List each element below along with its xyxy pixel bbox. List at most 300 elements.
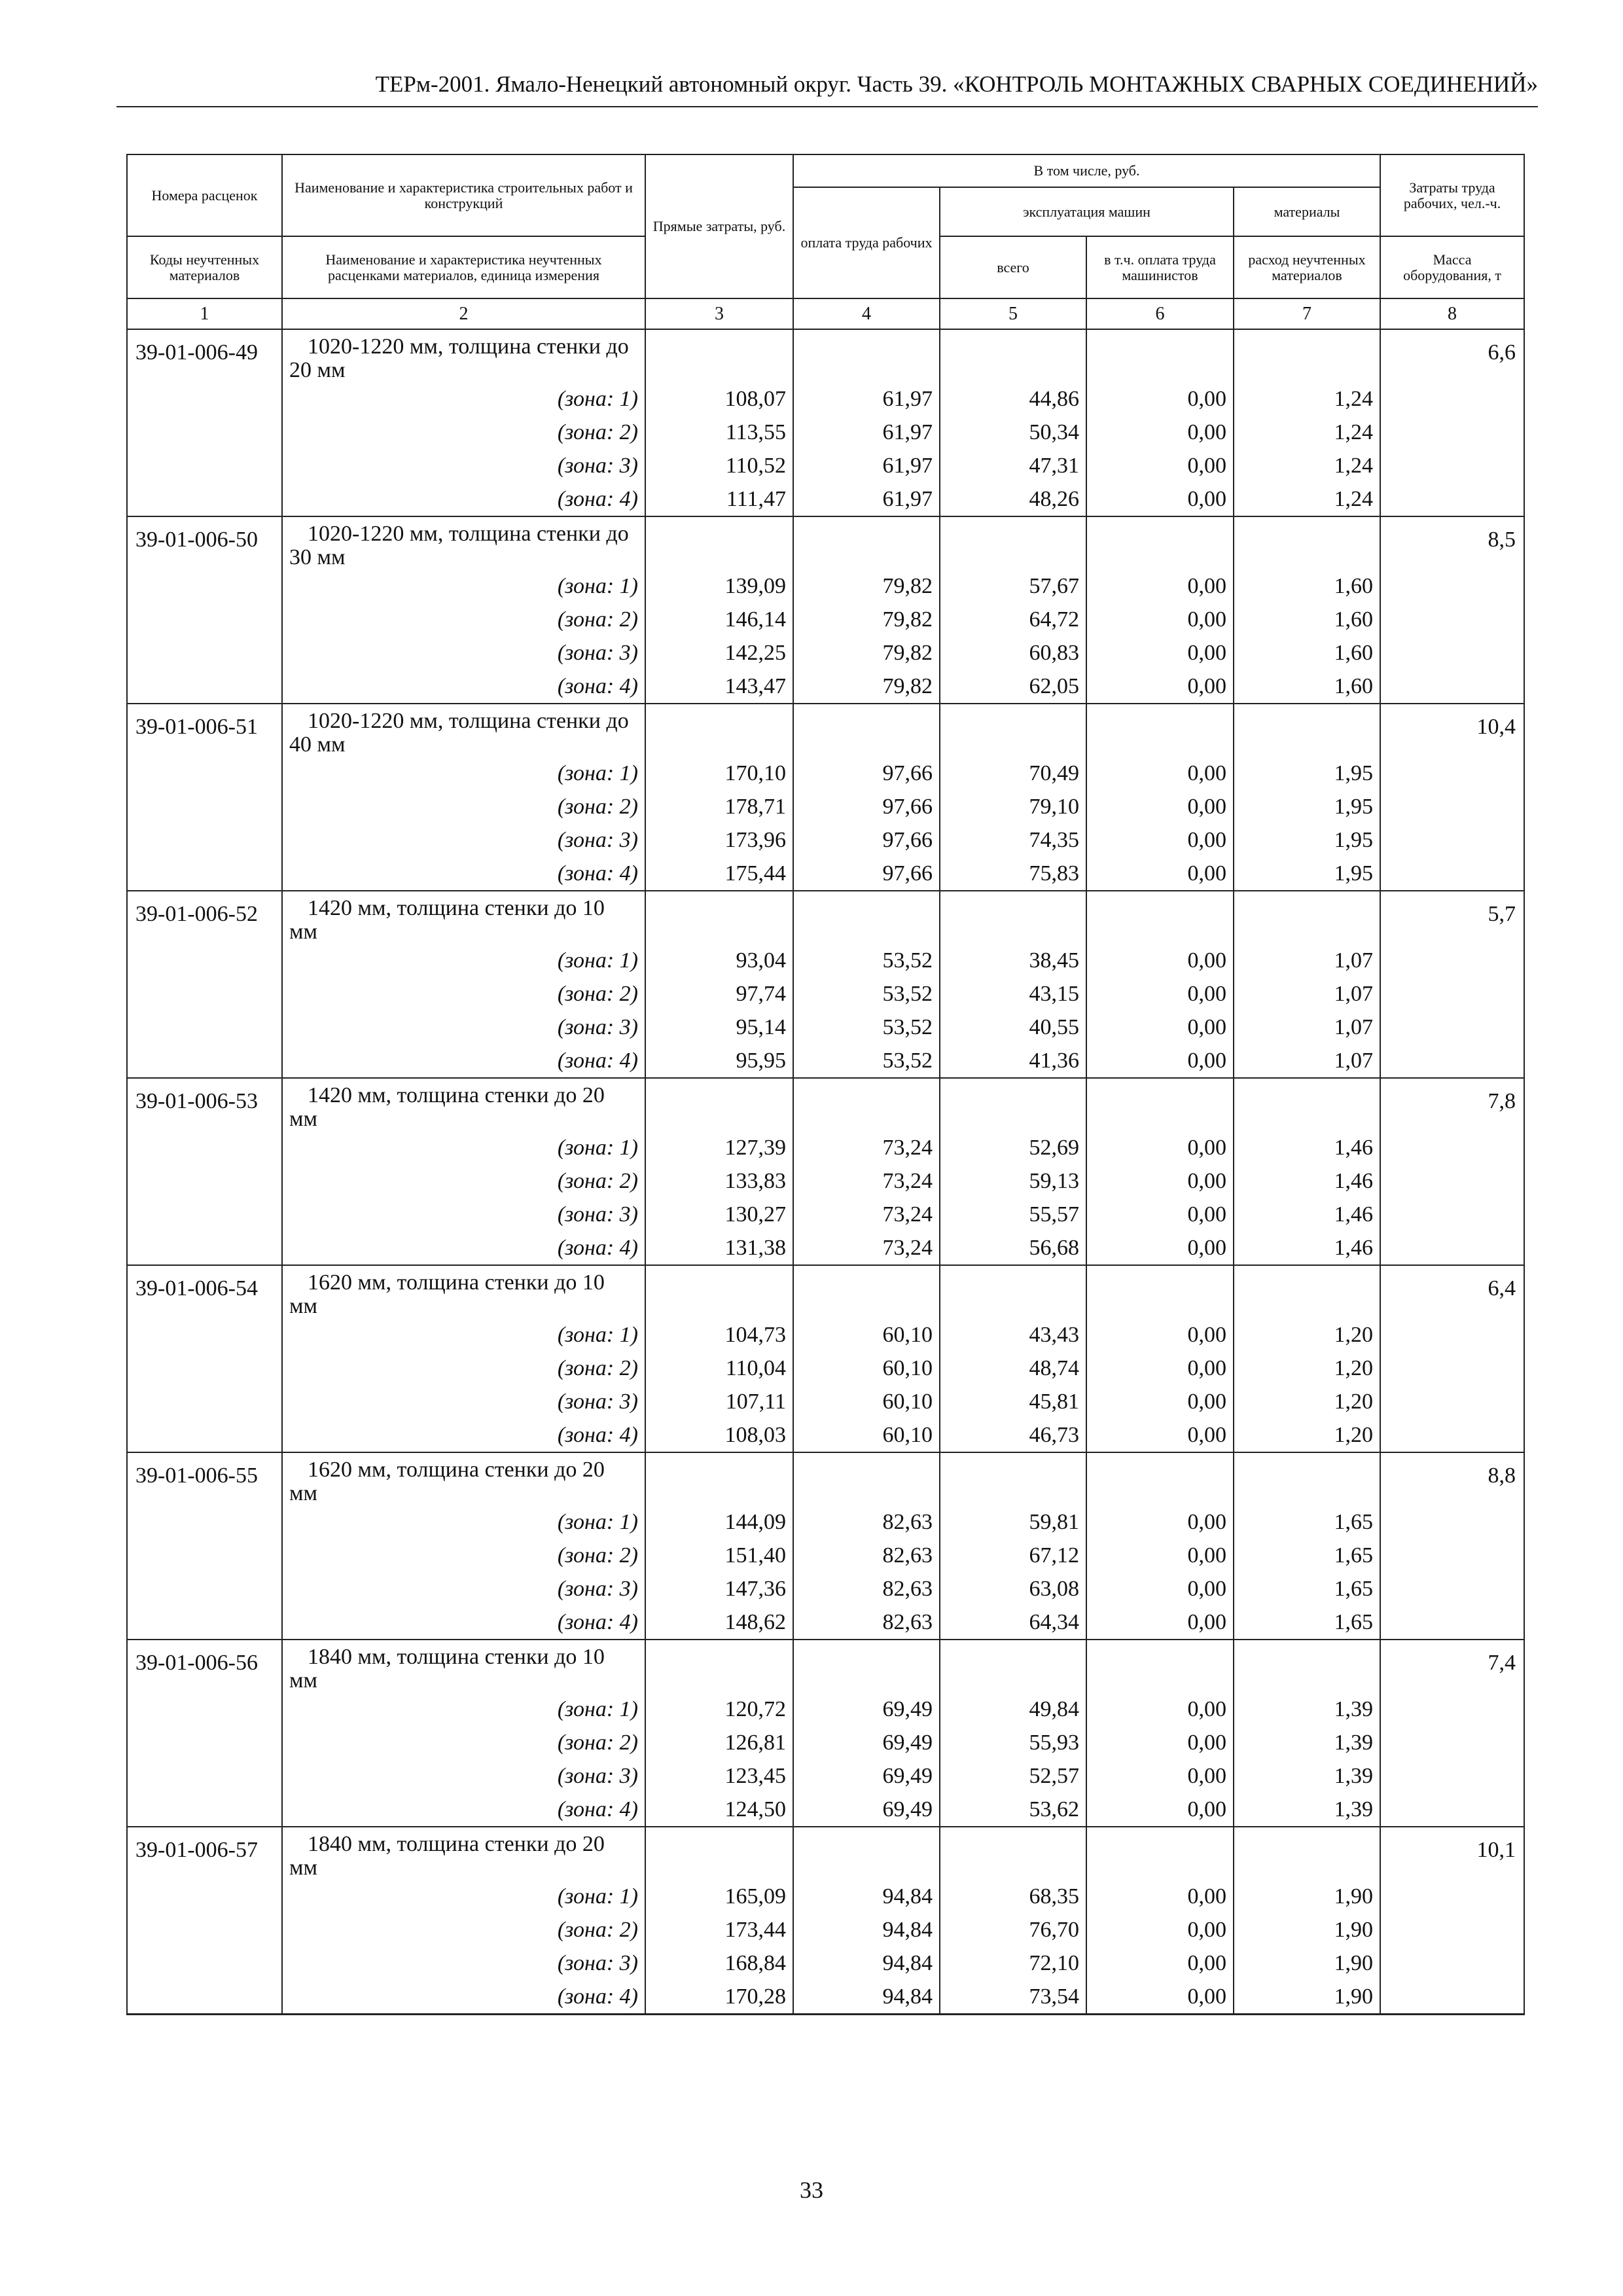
direct-cost: 170,10 — [645, 757, 793, 790]
empty-cell — [1380, 823, 1524, 857]
empty-cell — [1234, 1265, 1380, 1318]
zone-label: (зона: 3) — [282, 1385, 645, 1418]
machines-cost: 53,62 — [940, 1793, 1086, 1827]
direct-cost: 95,95 — [645, 1044, 793, 1078]
machines-cost: 48,26 — [940, 482, 1086, 516]
direct-cost: 178,71 — [645, 790, 793, 823]
empty-cell — [1234, 1640, 1380, 1693]
machinist-wage: 0,00 — [1086, 823, 1234, 857]
empty-cell — [1086, 1640, 1234, 1693]
col-header-including: В том числе, руб. — [793, 154, 1380, 187]
column-number: 5 — [940, 298, 1086, 329]
machines-cost: 76,70 — [940, 1913, 1086, 1946]
materials-cost: 1,90 — [1234, 1880, 1380, 1913]
machines-cost: 75,83 — [940, 857, 1086, 891]
direct-cost: 130,27 — [645, 1198, 793, 1231]
empty-cell — [645, 516, 793, 569]
zone-row — [127, 603, 1524, 636]
wage-cost: 79,82 — [793, 636, 940, 670]
labor-cost: 10,4 — [1380, 704, 1524, 757]
materials-cost: 1,46 — [1234, 1231, 1380, 1265]
zone-row — [127, 1198, 1524, 1231]
empty-cell — [1380, 790, 1524, 823]
wage-cost: 61,97 — [793, 416, 940, 449]
machines-cost: 64,72 — [940, 603, 1086, 636]
machines-cost: 64,34 — [940, 1605, 1086, 1640]
rate-code: 39-01-006-56 — [127, 1640, 282, 1693]
empty-cell — [127, 636, 282, 670]
machinist-wage: 0,00 — [1086, 1980, 1234, 2015]
zone-label: (зона: 4) — [282, 1231, 645, 1265]
rate-row — [127, 1265, 1524, 1318]
column-number: 4 — [793, 298, 940, 329]
materials-cost: 1,20 — [1234, 1385, 1380, 1418]
empty-cell — [793, 1827, 940, 1880]
machinist-wage: 0,00 — [1086, 1539, 1234, 1572]
col-header-rate-number: Номера расценок — [127, 154, 282, 236]
zone-label: (зона: 2) — [282, 790, 645, 823]
empty-cell — [645, 704, 793, 757]
empty-cell — [1380, 1693, 1524, 1726]
work-name: 1020-1220 мм, толщина стенки до 40 мм — [282, 704, 645, 757]
empty-cell — [940, 891, 1086, 944]
direct-cost: 108,07 — [645, 382, 793, 416]
zone-label: (зона: 3) — [282, 449, 645, 482]
empty-cell — [127, 1693, 282, 1726]
machinist-wage: 0,00 — [1086, 1726, 1234, 1759]
empty-cell — [127, 1011, 282, 1044]
machines-cost: 55,57 — [940, 1198, 1086, 1231]
zone-label: (зона: 2) — [282, 1164, 645, 1198]
direct-cost: 126,81 — [645, 1726, 793, 1759]
machines-cost: 43,43 — [940, 1318, 1086, 1352]
machinist-wage: 0,00 — [1086, 670, 1234, 704]
machines-cost: 63,08 — [940, 1572, 1086, 1605]
zone-row — [127, 670, 1524, 704]
labor-cost: 6,4 — [1380, 1265, 1524, 1318]
wage-cost: 53,52 — [793, 977, 940, 1011]
zone-row — [127, 636, 1524, 670]
machinist-wage: 0,00 — [1086, 857, 1234, 891]
empty-cell — [1380, 944, 1524, 977]
zone-row — [127, 1164, 1524, 1198]
col-header-materials: материалы — [1234, 187, 1380, 236]
empty-cell — [1380, 1759, 1524, 1793]
column-number-row — [127, 298, 1524, 329]
empty-cell — [127, 1605, 282, 1640]
empty-cell — [127, 1131, 282, 1164]
zone-label: (зона: 2) — [282, 1539, 645, 1572]
col-header-material-use: расход неучтенных материалов — [1234, 236, 1380, 298]
zone-label: (зона: 4) — [282, 1418, 645, 1452]
empty-cell — [1380, 449, 1524, 482]
empty-cell — [127, 1913, 282, 1946]
zone-label: (зона: 4) — [282, 1793, 645, 1827]
machines-cost: 62,05 — [940, 670, 1086, 704]
empty-cell — [1380, 1198, 1524, 1231]
empty-cell — [793, 516, 940, 569]
machines-cost: 41,36 — [940, 1044, 1086, 1078]
machinist-wage: 0,00 — [1086, 1880, 1234, 1913]
machinist-wage: 0,00 — [1086, 1011, 1234, 1044]
direct-cost: 97,74 — [645, 977, 793, 1011]
direct-cost: 142,25 — [645, 636, 793, 670]
zone-row — [127, 1572, 1524, 1605]
machinist-wage: 0,00 — [1086, 1385, 1234, 1418]
zone-label: (зона: 2) — [282, 603, 645, 636]
materials-cost: 1,65 — [1234, 1539, 1380, 1572]
zone-label: (зона: 2) — [282, 1913, 645, 1946]
wage-cost: 61,97 — [793, 382, 940, 416]
empty-cell — [1380, 857, 1524, 891]
zone-row — [127, 1318, 1524, 1352]
direct-cost: 93,04 — [645, 944, 793, 977]
zone-label: (зона: 2) — [282, 1726, 645, 1759]
machines-cost: 67,12 — [940, 1539, 1086, 1572]
materials-cost: 1,39 — [1234, 1726, 1380, 1759]
work-name: 1840 мм, толщина стенки до 10 мм — [282, 1640, 645, 1693]
empty-cell — [1380, 1131, 1524, 1164]
zone-label: (зона: 4) — [282, 482, 645, 516]
wage-cost: 97,66 — [793, 823, 940, 857]
zone-label: (зона: 1) — [282, 382, 645, 416]
wage-cost: 61,97 — [793, 449, 940, 482]
empty-cell — [127, 603, 282, 636]
zone-row — [127, 1385, 1524, 1418]
wage-cost: 69,49 — [793, 1693, 940, 1726]
empty-cell — [1380, 1913, 1524, 1946]
empty-cell — [127, 1385, 282, 1418]
materials-cost: 1,46 — [1234, 1198, 1380, 1231]
direct-cost: 95,14 — [645, 1011, 793, 1044]
labor-cost: 8,5 — [1380, 516, 1524, 569]
empty-cell — [1086, 1078, 1234, 1131]
empty-cell — [127, 1793, 282, 1827]
empty-cell — [127, 1198, 282, 1231]
rate-row — [127, 1452, 1524, 1505]
machinist-wage: 0,00 — [1086, 977, 1234, 1011]
empty-cell — [127, 569, 282, 603]
empty-cell — [940, 1827, 1086, 1880]
wage-cost: 79,82 — [793, 603, 940, 636]
direct-cost: 170,28 — [645, 1980, 793, 2015]
wage-cost: 73,24 — [793, 1131, 940, 1164]
machines-cost: 46,73 — [940, 1418, 1086, 1452]
materials-cost: 1,24 — [1234, 449, 1380, 482]
zone-row — [127, 416, 1524, 449]
empty-cell — [127, 977, 282, 1011]
empty-cell — [793, 704, 940, 757]
empty-cell — [645, 1827, 793, 1880]
empty-cell — [127, 1880, 282, 1913]
materials-cost: 1,46 — [1234, 1164, 1380, 1198]
direct-cost: 131,38 — [645, 1231, 793, 1265]
empty-cell — [127, 823, 282, 857]
machines-cost: 57,67 — [940, 569, 1086, 603]
empty-cell — [940, 329, 1086, 382]
materials-cost: 1,07 — [1234, 977, 1380, 1011]
zone-row — [127, 1011, 1524, 1044]
col-header-direct-cost: Прямые затраты, руб. — [645, 154, 793, 298]
empty-cell — [1380, 1318, 1524, 1352]
wage-cost: 69,49 — [793, 1759, 940, 1793]
direct-cost: 143,47 — [645, 670, 793, 704]
empty-cell — [1380, 416, 1524, 449]
empty-cell — [1234, 1827, 1380, 1880]
empty-cell — [1380, 1539, 1524, 1572]
zone-label: (зона: 3) — [282, 1198, 645, 1231]
wage-cost: 61,97 — [793, 482, 940, 516]
column-number: 1 — [127, 298, 282, 329]
zone-label: (зона: 2) — [282, 416, 645, 449]
empty-cell — [1380, 482, 1524, 516]
direct-cost: 173,44 — [645, 1913, 793, 1946]
zone-row — [127, 1980, 1524, 2015]
machines-cost: 44,86 — [940, 382, 1086, 416]
machines-cost: 40,55 — [940, 1011, 1086, 1044]
rate-code: 39-01-006-57 — [127, 1827, 282, 1880]
machinist-wage: 0,00 — [1086, 1605, 1234, 1640]
empty-cell — [1086, 704, 1234, 757]
rate-code: 39-01-006-52 — [127, 891, 282, 944]
table-body — [127, 298, 1524, 2015]
zone-row — [127, 1352, 1524, 1385]
wage-cost: 60,10 — [793, 1352, 940, 1385]
empty-cell — [1380, 1726, 1524, 1759]
machines-cost: 49,84 — [940, 1693, 1086, 1726]
materials-cost: 1,24 — [1234, 382, 1380, 416]
wage-cost: 69,49 — [793, 1793, 940, 1827]
column-number: 2 — [282, 298, 645, 329]
empty-cell — [127, 1572, 282, 1605]
machinist-wage: 0,00 — [1086, 944, 1234, 977]
machines-cost: 50,34 — [940, 416, 1086, 449]
column-number: 8 — [1380, 298, 1524, 329]
zone-row — [127, 382, 1524, 416]
empty-cell — [127, 1539, 282, 1572]
empty-cell — [127, 670, 282, 704]
zone-row — [127, 944, 1524, 977]
column-number: 7 — [1234, 298, 1380, 329]
zone-row — [127, 449, 1524, 482]
empty-cell — [1380, 1231, 1524, 1265]
empty-cell — [645, 329, 793, 382]
materials-cost: 1,07 — [1234, 1044, 1380, 1078]
machinist-wage: 0,00 — [1086, 449, 1234, 482]
direct-cost: 110,04 — [645, 1352, 793, 1385]
empty-cell — [793, 329, 940, 382]
work-name: 1420 мм, толщина стенки до 10 мм — [282, 891, 645, 944]
empty-cell — [793, 1452, 940, 1505]
direct-cost: 139,09 — [645, 569, 793, 603]
zone-label: (зона: 4) — [282, 857, 645, 891]
empty-cell — [1380, 636, 1524, 670]
work-name: 1020-1220 мм, толщина стенки до 20 мм — [282, 329, 645, 382]
empty-cell — [1234, 1452, 1380, 1505]
machinist-wage: 0,00 — [1086, 1131, 1234, 1164]
empty-cell — [940, 516, 1086, 569]
col-header-machines-total: всего — [940, 236, 1086, 298]
empty-cell — [645, 1452, 793, 1505]
empty-cell — [793, 1078, 940, 1131]
machinist-wage: 0,00 — [1086, 1164, 1234, 1198]
zone-row — [127, 1880, 1524, 1913]
col-header-machinist-wage: в т.ч. оплата труда машинистов — [1086, 236, 1234, 298]
work-name: 1020-1220 мм, толщина стенки до 30 мм — [282, 516, 645, 569]
machines-cost: 70,49 — [940, 757, 1086, 790]
rate-code: 39-01-006-55 — [127, 1452, 282, 1505]
materials-cost: 1,20 — [1234, 1352, 1380, 1385]
machinist-wage: 0,00 — [1086, 1693, 1234, 1726]
direct-cost: 146,14 — [645, 603, 793, 636]
zone-row — [127, 977, 1524, 1011]
direct-cost: 173,96 — [645, 823, 793, 857]
empty-cell — [1380, 603, 1524, 636]
materials-cost: 1,65 — [1234, 1505, 1380, 1539]
wage-cost: 53,52 — [793, 1044, 940, 1078]
materials-cost: 1,39 — [1234, 1759, 1380, 1793]
materials-cost: 1,95 — [1234, 757, 1380, 790]
zone-row — [127, 1759, 1524, 1793]
empty-cell — [1380, 1385, 1524, 1418]
zone-row — [127, 823, 1524, 857]
zone-label: (зона: 1) — [282, 1880, 645, 1913]
labor-cost: 7,8 — [1380, 1078, 1524, 1131]
labor-cost: 6,6 — [1380, 329, 1524, 382]
rate-row — [127, 329, 1524, 382]
column-number: 6 — [1086, 298, 1234, 329]
machinist-wage: 0,00 — [1086, 636, 1234, 670]
empty-cell — [127, 416, 282, 449]
zone-row — [127, 757, 1524, 790]
page-header: ТЕРм-2001. Ямало-Ненецкий автономный округ. Часть 39. «КОНТРОЛЬ МОНТАЖНЫХ СВАРНЫХ СОЕДИНЕНИЙ» — [116, 71, 1538, 107]
machines-cost: 59,13 — [940, 1164, 1086, 1198]
empty-cell — [940, 704, 1086, 757]
empty-cell — [645, 1640, 793, 1693]
zone-row — [127, 1693, 1524, 1726]
direct-cost: 108,03 — [645, 1418, 793, 1452]
materials-cost: 1,07 — [1234, 1011, 1380, 1044]
empty-cell — [793, 1265, 940, 1318]
machinist-wage: 0,00 — [1086, 1318, 1234, 1352]
empty-cell — [1086, 891, 1234, 944]
machinist-wage: 0,00 — [1086, 1352, 1234, 1385]
empty-cell — [1380, 977, 1524, 1011]
zone-label: (зона: 1) — [282, 1318, 645, 1352]
machines-cost: 48,74 — [940, 1352, 1086, 1385]
materials-cost: 1,95 — [1234, 790, 1380, 823]
labor-cost: 10,1 — [1380, 1827, 1524, 1880]
empty-cell — [1086, 1265, 1234, 1318]
empty-cell — [645, 1078, 793, 1131]
wage-cost: 82,63 — [793, 1572, 940, 1605]
machinist-wage: 0,00 — [1086, 1505, 1234, 1539]
empty-cell — [1380, 1793, 1524, 1827]
empty-cell — [127, 1980, 282, 2015]
zone-label: (зона: 3) — [282, 823, 645, 857]
zone-row — [127, 1505, 1524, 1539]
rate-row — [127, 891, 1524, 944]
wage-cost: 94,84 — [793, 1880, 940, 1913]
zone-row — [127, 790, 1524, 823]
empty-cell — [940, 1265, 1086, 1318]
empty-cell — [940, 1452, 1086, 1505]
machinist-wage: 0,00 — [1086, 416, 1234, 449]
rates-table — [126, 154, 1525, 2015]
materials-cost: 1,07 — [1234, 944, 1380, 977]
empty-cell — [793, 891, 940, 944]
direct-cost: 168,84 — [645, 1946, 793, 1980]
wage-cost: 94,84 — [793, 1980, 940, 2015]
zone-label: (зона: 1) — [282, 1693, 645, 1726]
direct-cost: 110,52 — [645, 449, 793, 482]
machinist-wage: 0,00 — [1086, 603, 1234, 636]
direct-cost: 147,36 — [645, 1572, 793, 1605]
zone-label: (зона: 1) — [282, 569, 645, 603]
rate-row — [127, 1827, 1524, 1880]
wage-cost: 69,49 — [793, 1726, 940, 1759]
rate-code: 39-01-006-53 — [127, 1078, 282, 1131]
materials-cost: 1,60 — [1234, 636, 1380, 670]
col-header-equipment-mass: Масса оборудования, т — [1380, 236, 1524, 298]
materials-cost: 1,90 — [1234, 1946, 1380, 1980]
empty-cell — [1380, 1418, 1524, 1452]
empty-cell — [127, 1318, 282, 1352]
machines-cost: 45,81 — [940, 1385, 1086, 1418]
empty-cell — [1380, 1946, 1524, 1980]
empty-cell — [1380, 569, 1524, 603]
zone-row — [127, 1726, 1524, 1759]
empty-cell — [1380, 1880, 1524, 1913]
wage-cost: 73,24 — [793, 1164, 940, 1198]
empty-cell — [1380, 1505, 1524, 1539]
empty-cell — [1086, 1827, 1234, 1880]
empty-cell — [127, 1505, 282, 1539]
empty-cell — [127, 449, 282, 482]
machines-cost: 72,10 — [940, 1946, 1086, 1980]
empty-cell — [1086, 1452, 1234, 1505]
empty-cell — [1380, 382, 1524, 416]
materials-cost: 1,60 — [1234, 670, 1380, 704]
empty-cell — [127, 1164, 282, 1198]
zone-label: (зона: 3) — [282, 1011, 645, 1044]
rate-code: 39-01-006-50 — [127, 516, 282, 569]
empty-cell — [1086, 516, 1234, 569]
empty-cell — [127, 382, 282, 416]
empty-cell — [1234, 329, 1380, 382]
empty-cell — [1234, 516, 1380, 569]
zone-row — [127, 1539, 1524, 1572]
rate-code: 39-01-006-54 — [127, 1265, 282, 1318]
direct-cost: 151,40 — [645, 1539, 793, 1572]
empty-cell — [1380, 1044, 1524, 1078]
machinist-wage: 0,00 — [1086, 1044, 1234, 1078]
materials-cost: 1,24 — [1234, 482, 1380, 516]
zone-row — [127, 569, 1524, 603]
materials-cost: 1,46 — [1234, 1131, 1380, 1164]
empty-cell — [127, 790, 282, 823]
wage-cost: 82,63 — [793, 1505, 940, 1539]
direct-cost: 175,44 — [645, 857, 793, 891]
direct-cost: 144,09 — [645, 1505, 793, 1539]
materials-cost: 1,65 — [1234, 1605, 1380, 1640]
work-name: 1420 мм, толщина стенки до 20 мм — [282, 1078, 645, 1131]
rate-code: 39-01-006-51 — [127, 704, 282, 757]
column-number: 3 — [645, 298, 793, 329]
empty-cell — [127, 757, 282, 790]
wage-cost: 60,10 — [793, 1318, 940, 1352]
labor-cost: 5,7 — [1380, 891, 1524, 944]
